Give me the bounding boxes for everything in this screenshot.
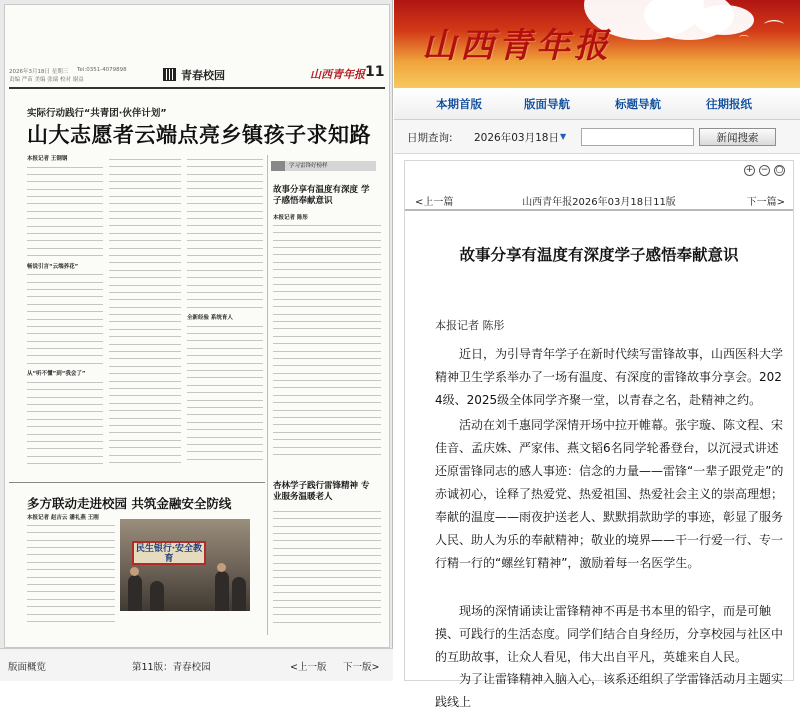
news-search-button[interactable]: 新闻搜索: [699, 128, 776, 146]
prev-page-link[interactable]: <上一版: [290, 662, 327, 673]
section-divider: [9, 482, 265, 483]
page-tel-line: Tel:0351-4079898: [77, 67, 127, 73]
lead-byline: 本报记者 王钢钢: [27, 156, 68, 162]
nav-past-issues[interactable]: 往期报纸: [706, 97, 752, 111]
lead-subhead-3: 全新经验 系统育人: [187, 315, 233, 322]
page-editors-line: 责编 严苗 美编 张瑞 校对 谢益: [9, 77, 84, 83]
zoom-in-icon[interactable]: +: [745, 165, 754, 175]
next-page-link[interactable]: 下一版>: [343, 662, 380, 673]
side-article-1-title[interactable]: 故事分享有温度有深度 学子感悟奉献意识: [273, 185, 370, 206]
article-byline: 本报记者 陈彤: [435, 319, 505, 332]
photo-banner-sign: 民生银行·安全教育: [132, 541, 206, 565]
article-breadcrumb: 山西青年报2026年03月18日11版: [522, 197, 676, 208]
page-masthead-logo: 山西青年报: [310, 68, 365, 81]
news-photo: [120, 519, 250, 611]
bird-icon: ⌒: [764, 18, 784, 42]
site-header: [394, 0, 800, 88]
article-paragraph: 活动在刘千惠同学深情开场中拉开帷幕。张宇璇、陈文程、宋佳音、孟庆姝、严家伟、燕文韬6名同学轮番登台，以沉浸式讲述还原雷锋同志的感人事迹：信念的力量——雷锋“一辈子跟党走”的赤诚初心，诠释了热爱党、热爱祖国、热爱社会主义的崇高理想；奉献的温度——雨夜护送老人、默默捐款助学的事迹，彰显了服务人民、助人为乐的奉献精神；敬业的境界——干一行爱一行、专一行精一行的“螺丝钉精神”，激励着每一名医学生。: [435, 418, 784, 570]
page-number: 11: [365, 64, 385, 80]
zoom-out-icon[interactable]: −: [760, 165, 769, 175]
page-overview-link[interactable]: 版面概览: [8, 662, 47, 673]
column-divider: [267, 155, 268, 635]
main-navigation: [394, 88, 800, 120]
nav-page-navigation[interactable]: 版面导航: [524, 97, 570, 111]
lead-headline[interactable]: 山大志愿者云端点亮乡镇孩子求知路: [27, 122, 371, 147]
nav-title-navigation[interactable]: 标题导航: [615, 97, 661, 111]
date-selector[interactable]: 2026年03月18日: [474, 132, 559, 144]
side-article-2-body: [273, 509, 381, 639]
date-search-bar: [394, 120, 800, 154]
next-article-link[interactable]: 下一篇>: [746, 197, 785, 208]
article-paragraph: 现场的深情诵读让雷锋精神不再是书本里的铅字，而是可触摸、可践行的生活态度。同学们结合自身经历，分享校园与社区中的互助故事，让众人看见，伟大出自平凡，英雄来自人民。: [435, 604, 784, 664]
zoom-controls: [744, 165, 785, 176]
article-paragraph: 近日，为引导青年学子在新时代续写雷锋故事，山西医科大学精神卫生学系举办了一场有温度、有深度的雷锋故事分享会。2024级、2025级全体同学齐聚一堂，以青春之名，赴精神之约。: [435, 347, 784, 407]
page-navigation-bar: [0, 648, 393, 681]
bottom-article-body: [27, 523, 115, 638]
bottom-article-title[interactable]: 多方联动走进校园 共筑金融安全防线: [27, 496, 232, 511]
page-image-panel: [0, 0, 393, 681]
side-article-1-body: [273, 223, 381, 473]
lead-subhead-1: 畅说引言“云端养花”: [27, 263, 79, 270]
article-navigation: [405, 191, 793, 211]
side-article-2-title[interactable]: 杏林学子践行雷锋精神 专业服务温暖老人: [273, 481, 370, 502]
date-query-label: 日期查询:: [407, 132, 453, 144]
bird-icon: ⌒: [666, 5, 680, 21]
lead-column-1: [27, 157, 103, 482]
lead-column-2: [109, 157, 181, 477]
lead-subhead-2: 从“听不懂”到“我会了”: [27, 371, 86, 378]
article-panel: [404, 160, 794, 709]
chevron-down-icon[interactable]: ▼: [560, 132, 567, 141]
article-title: 故事分享有温度有深度学子感悟奉献意识: [459, 245, 739, 264]
lead-column-3: [187, 157, 263, 477]
newspaper-page-image[interactable]: [4, 4, 390, 648]
site-logo[interactable]: 山西青年报: [422, 26, 612, 66]
nav-current-front-page[interactable]: 本期首版: [436, 97, 482, 111]
bottom-article-byline: 本报记者 赵吉云 潘礼燕 王刚: [27, 515, 99, 521]
page-date-line: 2026年3月18日 星期三: [9, 69, 69, 75]
column-tag: 学习雷锋好榜样: [271, 161, 376, 171]
prev-article-link[interactable]: <上一篇: [415, 197, 454, 208]
search-input[interactable]: [581, 128, 694, 146]
side-article-1-byline: 本报记者 陈彤: [273, 215, 308, 221]
page-top-rule: [9, 87, 385, 89]
page-section-name: 青春校园: [181, 69, 225, 82]
qr-code-icon: [163, 68, 176, 81]
lead-kicker[interactable]: 实际行动践行“共青团·伙伴计划”: [27, 108, 167, 119]
bird-icon: ⌒: [739, 36, 749, 47]
current-page-label[interactable]: 第11版：青春校园: [132, 662, 211, 673]
article-paragraph: 为了让雷锋精神入脑入心，该系还组织了学雷锋活动月主题实践线上: [435, 672, 784, 709]
zoom-reset-icon[interactable]: ○: [775, 165, 784, 175]
